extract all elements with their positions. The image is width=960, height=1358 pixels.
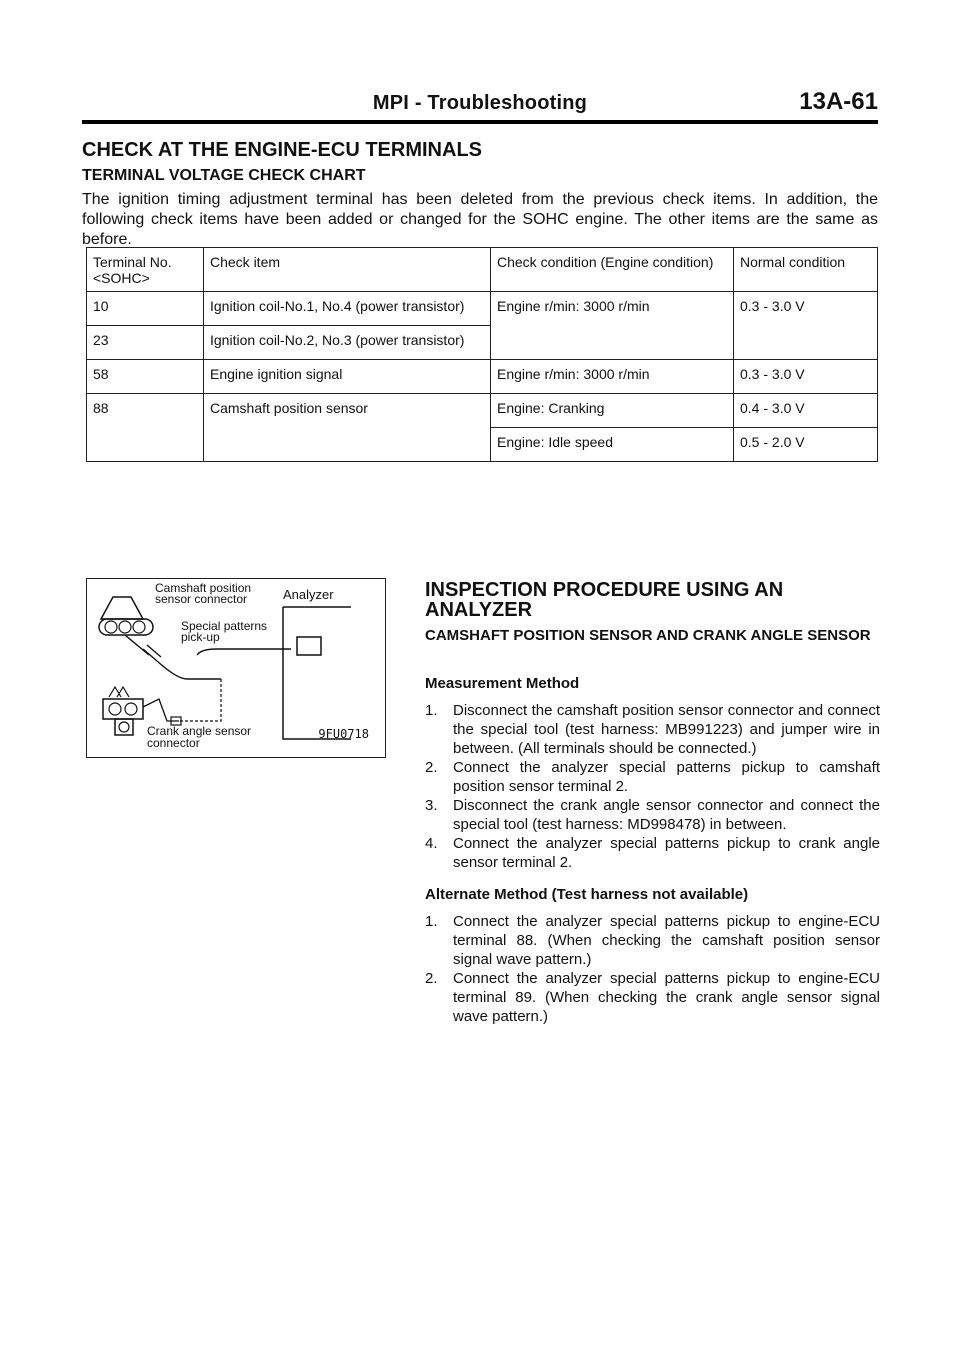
page-number: 13A-61	[799, 88, 878, 115]
check-item-cell: Engine ignition signal	[204, 360, 491, 394]
terminal-no-cell: 23	[87, 326, 204, 360]
step-text: Connect the analyzer special patterns pickup to camshaft position sensor terminal 2.	[453, 759, 880, 795]
table-row	[87, 360, 878, 394]
step-text: Connect the analyzer special patterns pickup to crank angle sensor terminal 2.	[453, 835, 880, 871]
normal-condition-cell: 0.3 - 3.0 V	[734, 360, 878, 394]
check-item-cell: Camshaft position sensor	[204, 394, 491, 462]
step-text: Connect the analyzer special patterns pickup to engine-ECU terminal 88. (When checking the camshaft position sensor signal wave pattern.)	[453, 913, 880, 968]
check-condition-cell: Engine: Idle speed	[491, 428, 734, 462]
check-item-cell: Ignition coil-No.1, No.4 (power transistor)	[204, 292, 491, 326]
list-item: 2. Connect the analyzer special patterns pickup to engine-ECU terminal 89. (When checking the crank angle sensor signal wave pattern.)	[425, 970, 880, 1025]
list-item: 2. Connect the analyzer special patterns pickup to camshaft position sensor terminal 2.	[425, 759, 880, 795]
procedure-title: INSPECTION PROCEDURE USING AN ANALYZER	[425, 579, 784, 621]
section-title: CHECK AT THE ENGINE-ECU TERMINALS	[82, 139, 482, 161]
list-item: 3. Disconnect the crank angle sensor connector and connect the special tool (test harness: MD998478) in between.	[425, 797, 880, 833]
camshaft-connector-label: Camshaft position sensor connector	[155, 581, 252, 606]
check-condition-cell: Engine r/min: 3000 r/min	[491, 292, 734, 360]
terminal-voltage-table	[86, 247, 878, 462]
page-header-title: MPI - Troubleshooting	[372, 92, 588, 114]
check-condition-cell: Engine r/min: 3000 r/min	[491, 360, 734, 394]
analyzer-label: Analyzer	[283, 587, 334, 602]
list-item: 1. Connect the analyzer special patterns pickup to engine-ECU terminal 88. (When checking the camshaft position sensor signal wave pattern.)	[425, 913, 880, 968]
list-item: 1. Disconnect the camshaft position sensor connector and connect the special tool (test harness: MB991223) and jumper wire in between. (All terminals should be connected.)	[425, 702, 880, 757]
step-text: Connect the analyzer special patterns pickup to engine-ECU terminal 89. (When checking the crank angle sensor signal wave pattern.)	[453, 970, 880, 1025]
terminal-no-cell: 58	[87, 360, 204, 394]
terminal-no-cell: 10	[87, 292, 204, 326]
alternate-heading: Alternate Method (Test harness not available)	[425, 886, 749, 903]
header-check-condition: Check condition (Engine condition)	[491, 248, 734, 292]
normal-condition-cell: 0.5 - 2.0 V	[734, 428, 878, 462]
header-rule	[82, 120, 878, 124]
intro-paragraph: The ignition timing adjustment terminal has been deleted from the previous check items. In addition, the following check items have been added or changed for the SOHC engine. The other items are the same as before.	[82, 191, 878, 248]
measurement-heading: Measurement Method	[425, 675, 580, 692]
connection-diagram	[86, 578, 386, 758]
figure-code: 9FU0718	[318, 727, 369, 741]
table-row	[87, 292, 878, 326]
check-item-cell: Ignition coil-No.2, No.3 (power transistor)	[204, 326, 491, 360]
alternate-steps	[425, 912, 880, 1026]
list-item: 4. Connect the analyzer special patterns pickup to crank angle sensor terminal 2.	[425, 835, 880, 871]
procedure-subtitle: CAMSHAFT POSITION SENSOR AND CRANK ANGLE SENSOR	[425, 627, 871, 644]
table-header-row	[87, 248, 878, 292]
header-normal-condition: Normal condition	[734, 248, 878, 292]
terminal-no-cell: 88	[87, 394, 204, 462]
crank-connector-label: Crank angle sensor connector	[147, 724, 252, 750]
table-row	[87, 394, 878, 428]
step-text: Disconnect the camshaft position sensor connector and connect the special tool (test harness: MB991223) and jumper wire in between. (All terminals should be connected.)	[453, 702, 880, 757]
header-check-item: Check item	[204, 248, 491, 292]
check-condition-cell: Engine: Cranking	[491, 394, 734, 428]
normal-condition-cell: 0.3 - 3.0 V	[734, 292, 878, 360]
normal-condition-cell: 0.4 - 3.0 V	[734, 394, 878, 428]
chart-title: TERMINAL VOLTAGE CHECK CHART	[82, 167, 366, 184]
pickup-label: Special patterns pick-up	[181, 619, 268, 644]
header-terminal-no: Terminal No. <SOHC>	[87, 248, 204, 292]
measurement-steps	[425, 701, 880, 872]
step-text: Disconnect the crank angle sensor connector and connect the special tool (test harness: MD998478) in between.	[453, 797, 880, 833]
